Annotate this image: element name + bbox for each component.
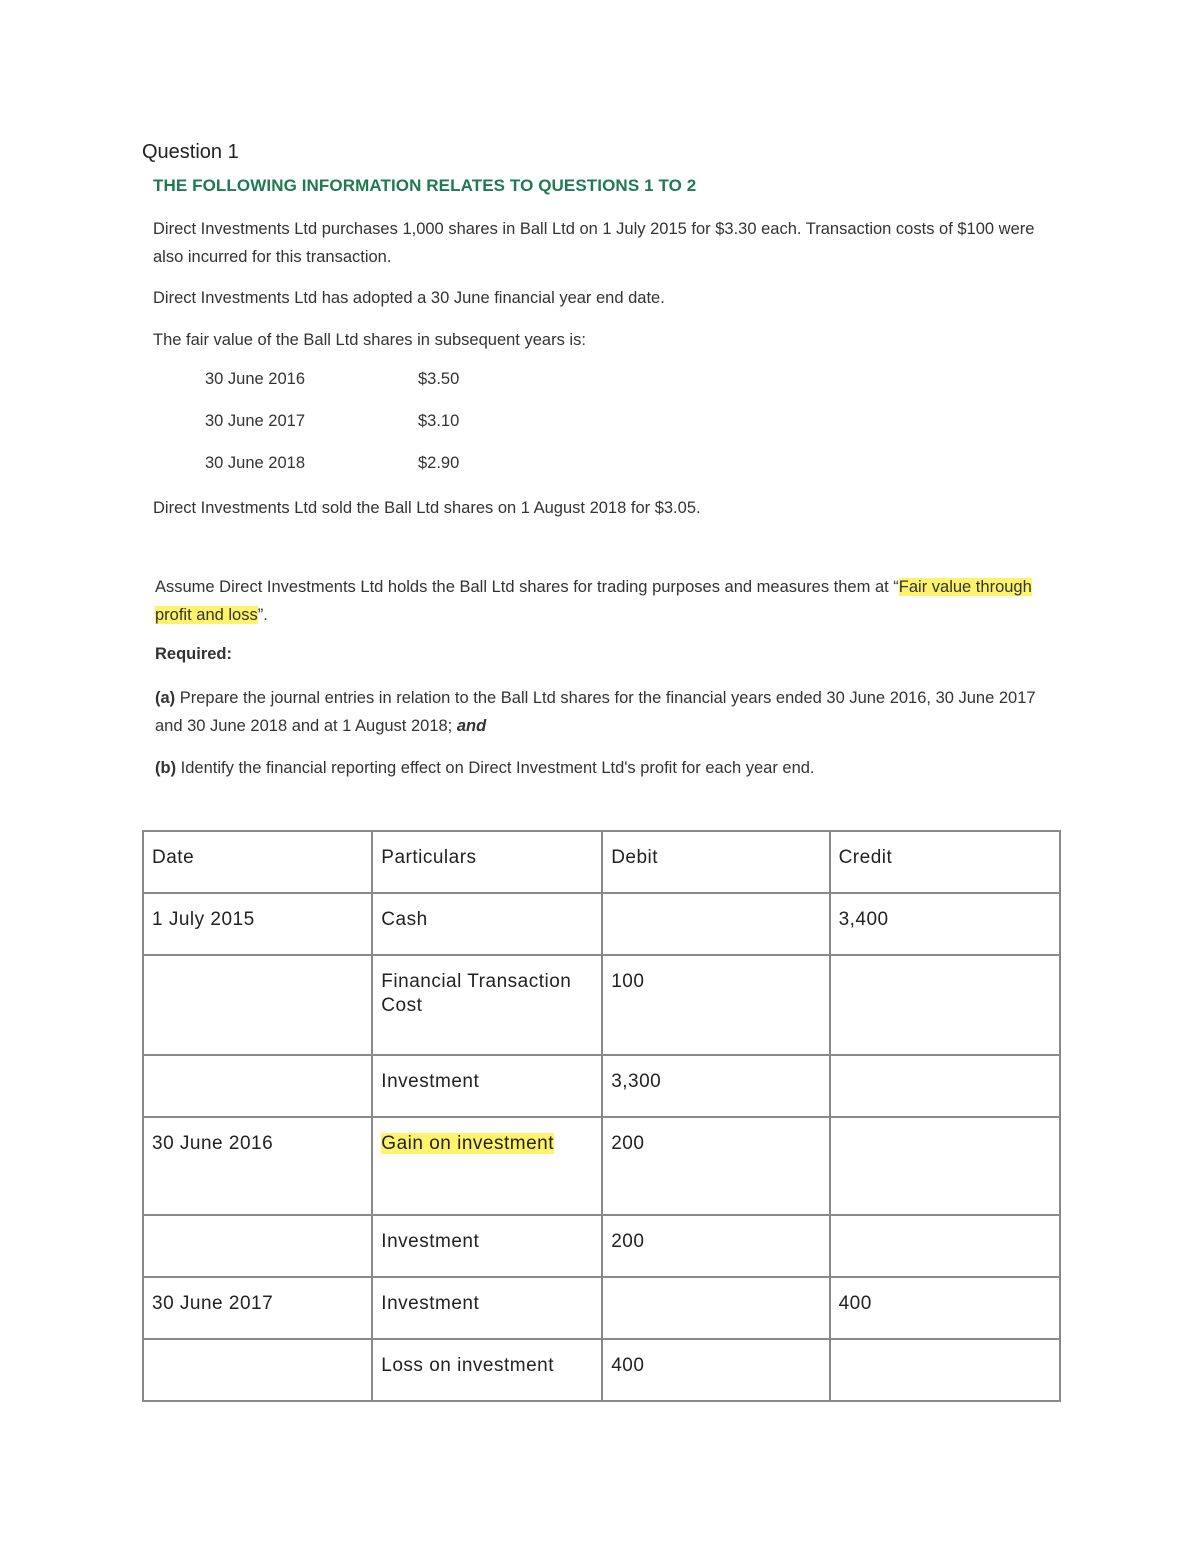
cell-particulars: Financial Transaction Cost [372,955,602,1055]
table-row [143,1215,1060,1277]
table-row [143,893,1060,955]
question-title: Question 1 [142,141,239,163]
part-b-label: (b) [155,759,177,777]
journal-table [142,830,1061,1402]
cell-debit: 400 [602,1339,829,1401]
cell-date [143,1055,372,1117]
header-particulars: Particulars [372,831,602,893]
cell-date [143,1339,372,1401]
cell-particulars: Investment [372,1215,602,1277]
part-a-label: (a) [155,689,176,707]
cell-credit [830,1055,1060,1117]
fair-value-date: 30 June 2016 [205,370,306,388]
cell-date: 1 July 2015 [143,893,372,955]
cell-debit: 3,300 [602,1055,829,1117]
cell-date: 30 June 2017 [143,1277,372,1339]
cell-date: 30 June 2016 [143,1117,372,1215]
table-row [143,1055,1060,1117]
cell-particulars: Investment [372,1055,602,1117]
section-heading: THE FOLLOWING INFORMATION RELATES TO QUESTIONS 1 TO 2 [153,176,697,195]
assumption-text: Assume Direct Investments Ltd holds the Ball Ltd shares for trading purposes and measures them at “ [155,578,899,596]
paragraph-fair-value-intro: The fair value of the Ball Ltd shares in subsequent years is: [153,331,586,349]
part-b [155,754,815,782]
fair-value-row [205,370,459,389]
cell-credit [830,955,1060,1055]
cell-credit [830,1339,1060,1401]
paragraph-sale: Direct Investments Ltd sold the Ball Ltd shares on 1 August 2018 for $3.05. [153,499,701,517]
paragraph-assumption [155,573,1055,629]
header-credit: Credit [830,831,1060,893]
fair-value-amount: $3.50 [418,370,460,388]
cell-date [143,1215,372,1277]
part-a [155,684,1055,740]
assumption-end: ”. [257,606,268,624]
cell-particulars: Investment [372,1277,602,1339]
cell-particulars: Cash [372,893,602,955]
cell-debit: 100 [602,955,829,1055]
table-header-row [143,831,1060,893]
fair-value-amount: $2.90 [418,454,460,472]
header-date: Date [143,831,372,893]
fair-value-date: 30 June 2018 [205,454,306,472]
cell-debit [602,893,829,955]
required-label: Required: [155,645,233,663]
paragraph-year-end: Direct Investments Ltd has adopted a 30 June financial year end date. [153,289,665,307]
part-a-and: and [456,717,487,735]
cell-credit [830,1117,1060,1215]
header-debit: Debit [602,831,829,893]
cell-debit [602,1277,829,1339]
highlighted-text: Fair value through profit and loss [155,578,1032,624]
table-row [143,1117,1060,1215]
highlighted-particulars: Gain on investment [381,1133,554,1154]
table-row [143,1339,1060,1401]
cell-particulars: Loss on investment [372,1339,602,1401]
cell-credit [830,1215,1060,1277]
part-a-text: Prepare the journal entries in relation to the Ball Ltd shares for the financial years ended 30 June 2016, 30 June 2017 and 30 June 2018 and at 1 August 2018; [155,689,1036,735]
cell-date [143,955,372,1055]
cell-debit: 200 [602,1215,829,1277]
fair-value-date: 30 June 2017 [205,412,306,430]
fair-value-row [205,454,459,473]
cell-debit: 200 [602,1117,829,1215]
cell-credit: 3,400 [830,893,1060,955]
fair-value-row [205,412,459,431]
cell-particulars [372,1117,602,1215]
fair-value-amount: $3.10 [418,412,460,430]
table-row [143,1277,1060,1339]
paragraph-purchase: Direct Investments Ltd purchases 1,000 shares in Ball Ltd on 1 July 2015 for $3.30 each. Transaction costs of $100 were also incurred for this transaction. [153,220,1035,266]
table-row [143,955,1060,1055]
part-b-text: Identify the financial reporting effect on Direct Investment Ltd's profit for each year end. [176,759,815,777]
cell-credit: 400 [830,1277,1060,1339]
